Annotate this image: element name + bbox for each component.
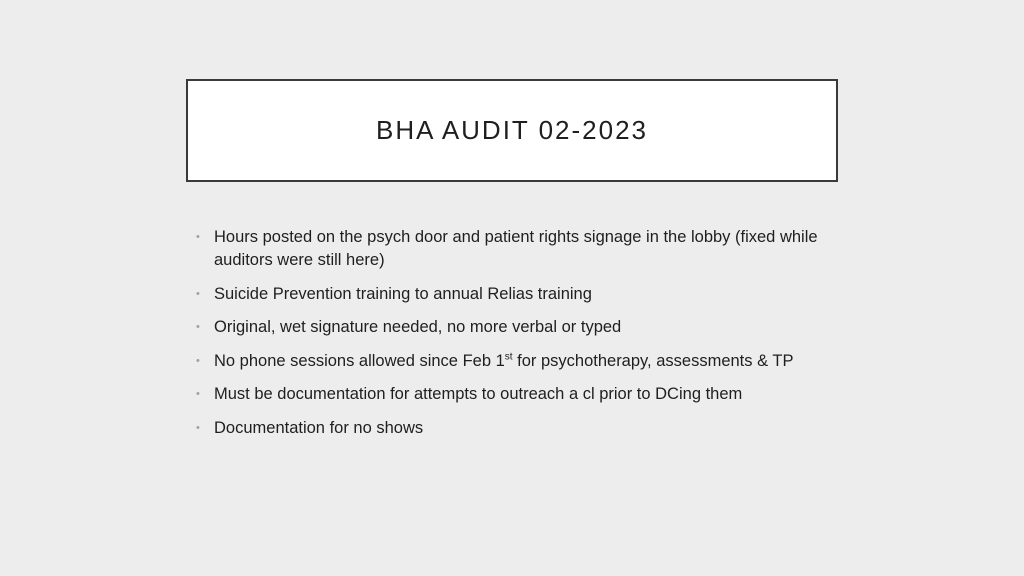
bullet-item <box>196 316 836 339</box>
bullet-item <box>196 383 836 406</box>
bullet-text <box>214 350 836 373</box>
bullet-text-part: for psychotherapy, assessments & TP <box>512 351 794 370</box>
bullet-text: Original, wet signature needed, no more verbal or typed <box>214 318 622 336</box>
bullet-text-part: No phone sessions allowed since Feb 1 <box>214 351 505 370</box>
bullet-list <box>196 226 836 450</box>
bullet-dot-icon: • <box>196 287 200 300</box>
bullet-text: Must be documentation for attempts to outreach a cl prior to DCing them <box>214 385 743 403</box>
bullet-item <box>196 226 836 272</box>
bullet-dot-icon: • <box>196 421 200 434</box>
bullet-item <box>196 417 836 440</box>
bullet-text: Hours posted on the psych door and patient rights signage in the lobby (fixed while auditors were still here) <box>214 228 818 269</box>
bullet-item <box>196 283 836 306</box>
slide-title: BHA AUDIT 02-2023 <box>376 115 648 145</box>
bullet-dot-icon: • <box>196 354 200 367</box>
ordinal-suffix: st <box>504 351 513 362</box>
title-box <box>186 79 838 182</box>
bullet-dot-icon: • <box>196 388 200 400</box>
bullet-dot-icon: • <box>196 231 200 243</box>
bullet-text: Suicide Prevention training to annual Relias training <box>214 284 592 303</box>
bullet-dot-icon: • <box>196 321 200 333</box>
bullet-item <box>196 350 836 373</box>
bullet-text: Documentation for no shows <box>214 418 424 437</box>
